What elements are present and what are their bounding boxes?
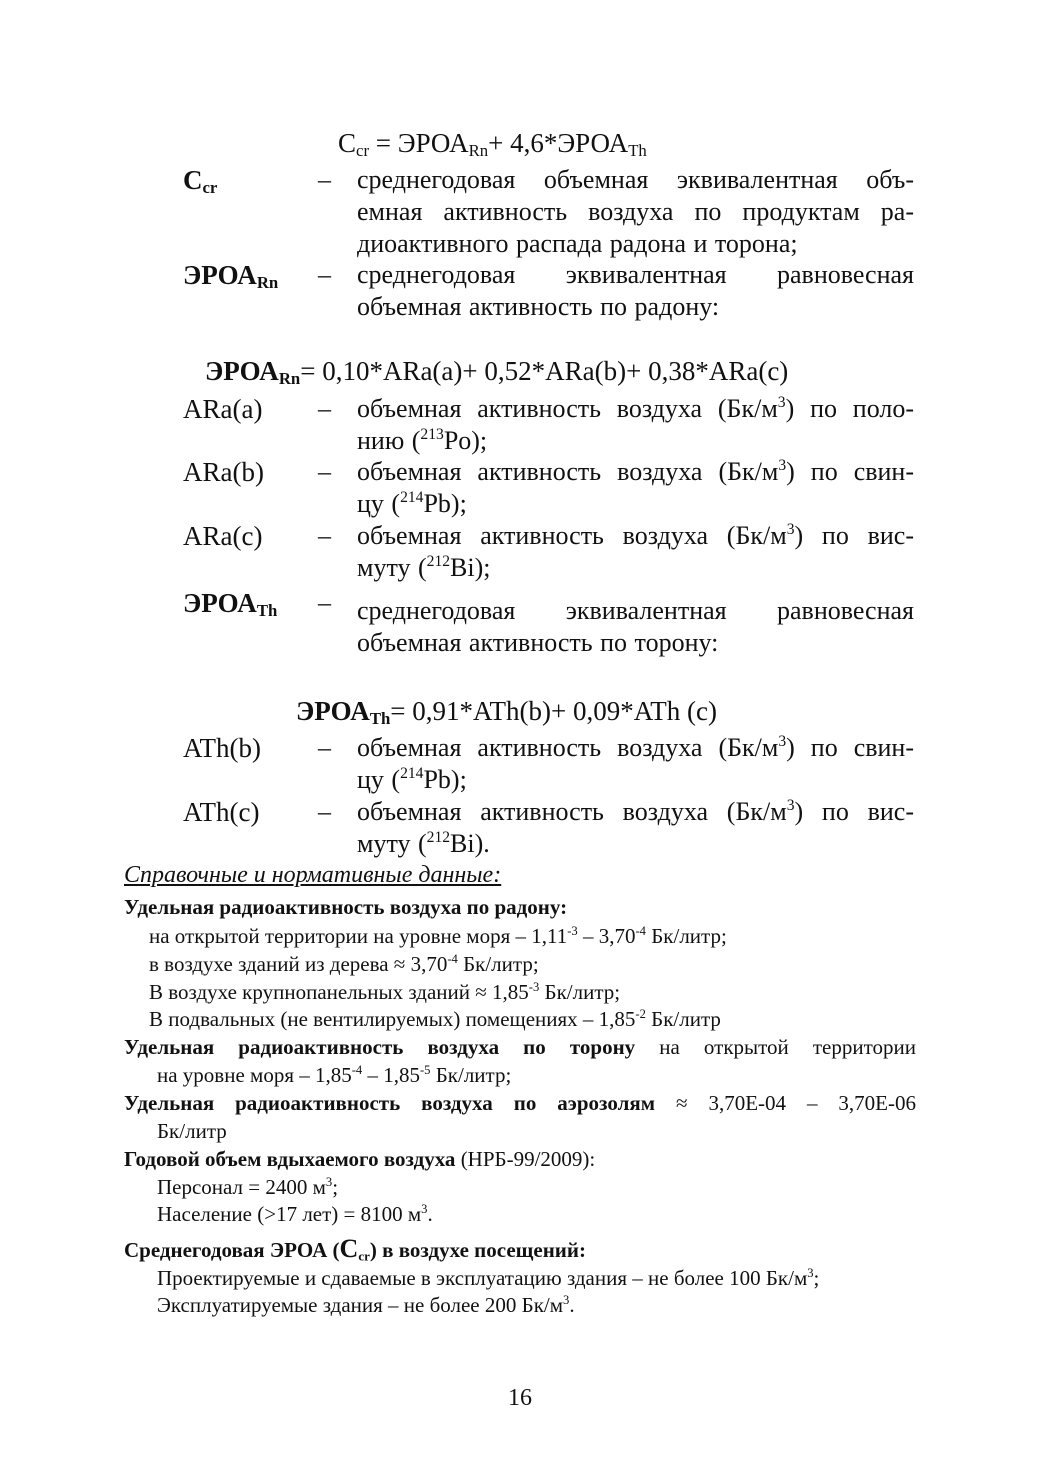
dash: – (318, 260, 331, 289)
radon-line: на открытой территории на уровне моря – $1,11^{-3} - 3,70^{-4}$ Бк/литр; (149, 923, 727, 948)
term-ccr: $C_{cr}$ (183, 165, 218, 198)
definition-line: объемная активность воздуха $(Бк/м^3)$ по свин- (357, 456, 915, 486)
dash: – (318, 733, 331, 762)
reference-title: Справочные и нормативные данные: (124, 862, 502, 888)
dash: – (318, 588, 331, 617)
term-ara-c: ARa(c) (183, 521, 263, 551)
definition-line: объемная активность по радону: (357, 292, 720, 321)
thoron-line: на уровне моря – $1,85^{-4} - 1,85^{-5}$ Бк/литр; (157, 1062, 512, 1087)
definition-line: объемная активность воздуха $(Бк/м^3)$ по свин- (357, 732, 915, 762)
dash: – (318, 165, 331, 194)
definition-line: цу ($^{214}$Pb); (357, 764, 467, 794)
term-ara-a: ARa(a) (183, 394, 263, 424)
term-ath-c: ATh(c) (183, 797, 260, 827)
aerosol-line: Бк/литр (157, 1119, 227, 1143)
definition-line: муту ($^{212}$Bi). (357, 828, 490, 858)
definition-line: нию ($^{213}$Po); (357, 425, 488, 455)
radon-line: В воздухе крупнопанельных зданий ≈ $1,85^{-3}$ Бк/литр; (149, 979, 621, 1004)
radon-line: В подвальных (не вентилируемых) помещениях – $1,85^{-2}$ Бк/литр (149, 1006, 721, 1031)
annual-volume-heading: Годовой объем вдыхаемого воздуха (НРБ-99/2009): (124, 1147, 596, 1171)
definition-line: диоактивного распада радона и торона; (357, 229, 798, 258)
dash: – (318, 521, 331, 550)
avg-eroa-heading: Среднегодовая ЭРОА $(C_{cr})$ в воздухе посещений: (124, 1234, 586, 1264)
definition-line: емная активность воздуха по продуктам ра- (357, 197, 914, 226)
thoron-heading: Удельная радиоактивность воздуха по торону на открытой территории (124, 1035, 916, 1059)
definition-line: среднегодовая эквивалентная равновесная (357, 260, 914, 289)
term-ara-b: ARa(b) (183, 457, 264, 487)
population-line: Население (>17 лет) = 8100 $м^3$. (157, 1201, 433, 1226)
radon-line: в воздухе зданий из дерева ≈ $3,70^{-4}$ Бк/литр; (149, 951, 539, 976)
formula-eroa-th: $ЭРОА_{Th}= 0,91*ATh(b)+ 0,09*ATh$ (c) (296, 696, 717, 729)
radon-heading: Удельная радиоактивность воздуха по радону: (124, 895, 568, 919)
definition-line: объемная активность воздуха $(Бк/м^3)$ по вис- (357, 520, 914, 550)
dash: – (318, 457, 331, 486)
aerosol-heading: Удельная радиоактивность воздуха по аэрозолям ≈ 3,70E-04 – 3,70E-06 (124, 1091, 916, 1115)
definition-line: среднегодовая эквивалентная равновесная (357, 596, 914, 625)
avg-eroa-line: Проектируемые и сдаваемые в эксплуатацию здания – не более 100 $Бк/м^3$; (157, 1265, 820, 1290)
definition-line: объемная активность по торону: (357, 628, 719, 657)
term-eroa-rn: $ЭРОА_{Rn}$ (183, 260, 279, 293)
term-eroa-th: $ЭРОА_{Th}$ (183, 588, 278, 621)
definition-line: объемная активность воздуха $(Бк/м^3)$ по поло- (357, 393, 914, 423)
personnel-line: Персонал = 2400 $м^3$; (157, 1174, 339, 1199)
avg-eroa-line: Эксплуатируемые здания – не более 200 $Бк/м^3$. (157, 1292, 575, 1317)
definition-line: муту ($^{212}$Bi); (357, 552, 491, 582)
dash: – (318, 394, 331, 423)
term-ath-b: ATh(b) (183, 733, 261, 763)
formula-ccr: $C_{cr}$ = $ЭРОА_{Rn}+$ $4,6*ЭРОА_{Th}$ (338, 128, 647, 161)
definition-line: цу ($^{214}$Pb); (357, 488, 467, 518)
dash: – (318, 797, 331, 826)
definition-line: среднегодовая объемная эквивалентная объ- (357, 165, 914, 194)
definition-line: объемная активность воздуха $(Бк/м^3)$ по вис- (357, 796, 914, 826)
formula-eroa-rn: $ЭРОА_{Rn}= 0,10*ARa(a)+ 0,52*ARa(b)+ 0,38*ARa(c)$ (205, 356, 789, 389)
page-number: 16 (508, 1385, 532, 1411)
